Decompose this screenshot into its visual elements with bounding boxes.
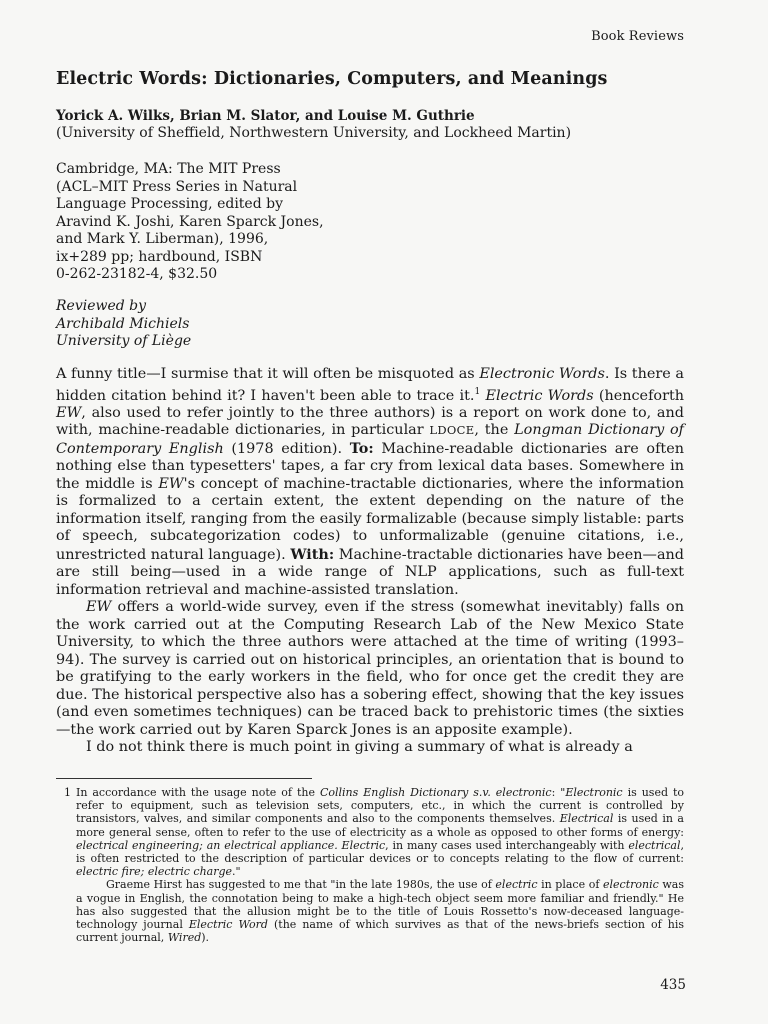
publication-line: Language Processing, edited by [56,196,283,212]
page-number: 435 [660,977,686,993]
publication-details [56,161,356,284]
reviewer-name: Archibald Michiels [56,315,190,332]
footnotes [56,786,684,944]
reviewer-block [56,298,191,351]
affiliations: (University of Sheffield, Northwestern University, and Lockheed Martin) [56,125,572,141]
running-head: Book Reviews [591,29,684,44]
reviewed-by-label: Reviewed by [56,298,147,314]
article-title: Electric Words: Dictionaries, Computers, and Meanings [56,69,608,89]
footnote-number: 1 [64,786,71,799]
review-body [56,366,684,757]
authors: Yorick A. Wilks, Brian M. Slator, and Louise M. Guthrie [56,108,475,124]
publication-line: Aravind K. Joshi, Karen Sparck Jones, [56,213,324,230]
publication-line: 0-262-23182-4, $32.50 [56,266,218,282]
footnote-1: 1 In accordance with the usage note of the Collins English Dictionary s.v. electronic: "Electronic is used to refer to equipment, such as television sets, computers, etc., in which the current is controlled by transistors, valves, and similar components and also to the components themselves. Electrical is used in a more general sense, often to refer to the use of electricity as a whole as opposed to other forms of energy: electrical engineering; an electrical appliance. Electric, in many cases used interchangeably with electrical, is often restricted to the description of particular devices or to concepts relating to the flow of current: electric fire; electric charge." [64,786,685,879]
footnote-1-continued: Graeme Hirst has suggested to me that "in the late 1980s, the use of electric in place of electronic was a vogue in English, the connotation being to make a high-tech object seem more familiar and friendly." He has also suggested that the allusion might be to the title of Louis Rossetto's now-deceased language-technology journal Electric Word (the name of which survives as that of the news-briefs section of his current journal, Wired). [76,878,684,945]
paragraph-1: A funny title—I surmise that it will often be misquoted as Electronic Words. Is there a hidden citation behind it? I haven't been able to trace it.$^1$ Electric Words (henceforth EW, also used to refer jointly to the three authors) is a report on work done to, and with, machine-readable dictionaries, in particular LDOCE, the Longman Dictionary of Contemporary English (1978 edition). To: Machine-readable dictionaries are often nothing else than typesetters' tapes, a far cry from lexical data bases. Somewhere in the middle is EW's concept of machine-tractable dictionaries, where the information is formalized to a certain extent, the extent depending on the nature of the information itself, ranging from the easily formalizable (because simply listable: parts of speech, subcategorization codes) to unformalizable (genuine citations, i.e., unrestricted natural language). With: Machine-tractable dictionaries have been—and are still being—used in a wide range of NLP applications, such as full-text information retrieval and machine-assisted translation. [56,366,685,598]
publication-line: Cambridge, MA: The MIT Press [56,161,281,177]
publication-line: and Mark Y. Liberman), 1996, [56,231,269,247]
reviewer-affiliation: University of Liège [56,333,192,349]
footnote-marker[interactable]: 1 [474,386,481,397]
footnote-divider [56,778,312,779]
publication-line: ix+289 pp; hardbound, ISBN [56,248,263,265]
publication-line: (ACL–MIT Press Series in Natural [56,178,298,195]
paragraph-3: I do not think there is much point in giving a summary of what is already a [86,739,633,756]
paragraph-2: EW offers a world-wide survey, even if the stress (somewhat inevitably) falls on the work carried out at the Computing Research Lab of the New Mexico State University, to which the three authors were attached at the time of writing (1993–94). The survey is carried out on historical principles, an orientation that is bound to be gratifying to the early workers in the field, who for once get the credit they are due. The historical perspective also has a sobering effect, showing that the key issues (and even sometimes techniques) can be traced back to prehistoric times (the sixties—the work carried out by Karen Sparck Jones is an apposite example). [56,599,684,738]
